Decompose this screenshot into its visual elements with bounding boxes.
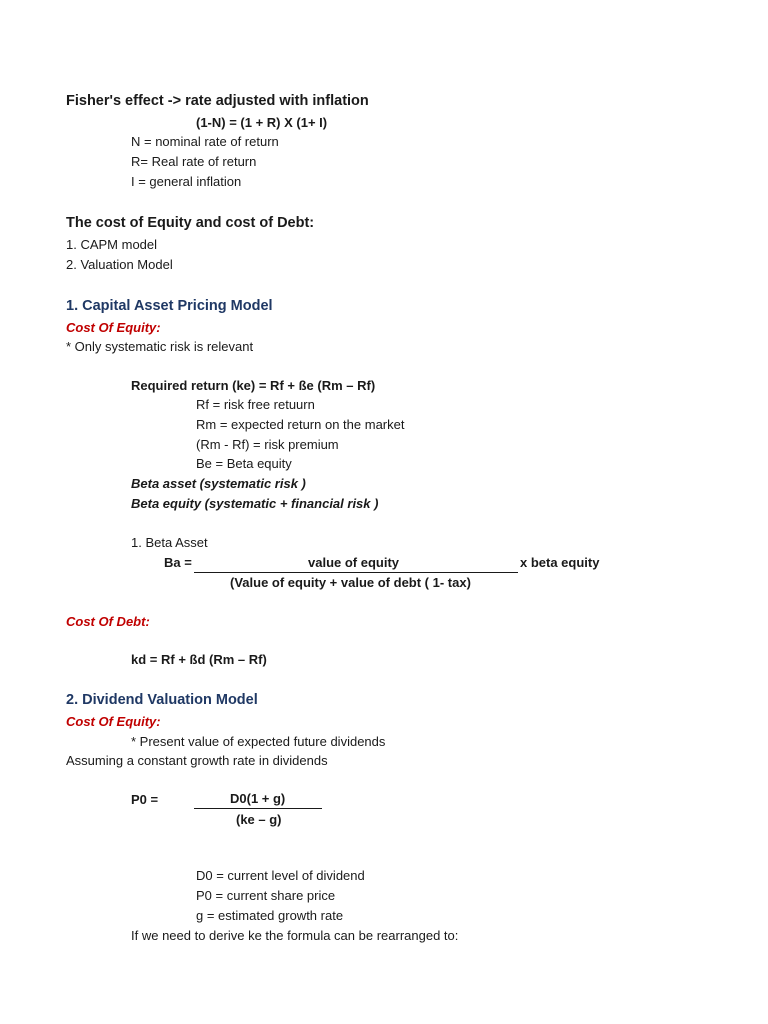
dvm-note: * Present value of expected future dividends [131,734,386,749]
beta-asset-title: 1. Beta Asset [131,535,208,550]
cost-item-valuation: 2. Valuation Model [66,257,173,272]
capm-def-premium: (Rm - Rf) = risk premium [196,437,339,452]
ba-fraction-bar [194,572,518,573]
fisher-def-n: N = nominal rate of return [131,134,279,149]
dvm-cost-of-equity-label: Cost Of Equity: [66,714,161,729]
cost-section-heading: The cost of Equity and cost of Debt: [66,215,315,231]
debt-formula: kd = Rf + ßd (Rm – Rf) [131,652,267,667]
capm-def-be: Be = Beta equity [196,456,292,471]
p0-lhs: P0 = [131,792,159,807]
beta-equity-note: Beta equity (systematic + financial risk ) [131,496,379,511]
ba-denominator: (Value of equity + value of debt ( 1- tax) [230,575,471,590]
dvm-heading: 2. Dividend Valuation Model [66,692,258,708]
cost-item-capm: 1. CAPM model [66,237,158,252]
beta-asset-note: Beta asset (systematic risk ) [131,476,306,491]
capm-cost-of-equity-label: Cost Of Equity: [66,320,161,335]
capm-heading: 1. Capital Asset Pricing Model [66,298,273,314]
p0-numerator: D0(1 + g) [230,791,286,806]
fisher-def-i: I = general inflation [131,174,242,189]
p0-denominator: (ke – g) [236,812,282,827]
capm-note: * Only systematic risk is relevant [66,339,254,354]
dvm-def-d0: D0 = current level of dividend [196,868,365,883]
fisher-formula: (1-N) = (1 + R) X (1+ I) [196,115,328,130]
fisher-def-r: R= Real rate of return [131,154,257,169]
ba-rhs: x beta equity [520,555,600,570]
p0-fraction-bar [194,808,322,809]
capm-formula: Required return (ke) = Rf + ße (Rm – Rf) [131,378,376,393]
ba-numerator: value of equity [308,555,400,570]
dvm-def-g: g = estimated growth rate [196,908,344,923]
capm-def-rf: Rf = risk free retuurn [196,397,315,412]
fisher-heading: Fisher's effect -> rate adjusted with inflation [66,93,369,109]
capm-def-rm: Rm = expected return on the market [196,417,405,432]
dvm-assumption: Assuming a constant growth rate in dividends [66,753,328,768]
dvm-closing: If we need to derive ke the formula can be rearranged to: [131,928,459,943]
ba-lhs: Ba = [164,555,192,570]
dvm-def-p0: P0 = current share price [196,888,336,903]
capm-cost-of-debt-label: Cost Of Debt: [66,614,150,629]
